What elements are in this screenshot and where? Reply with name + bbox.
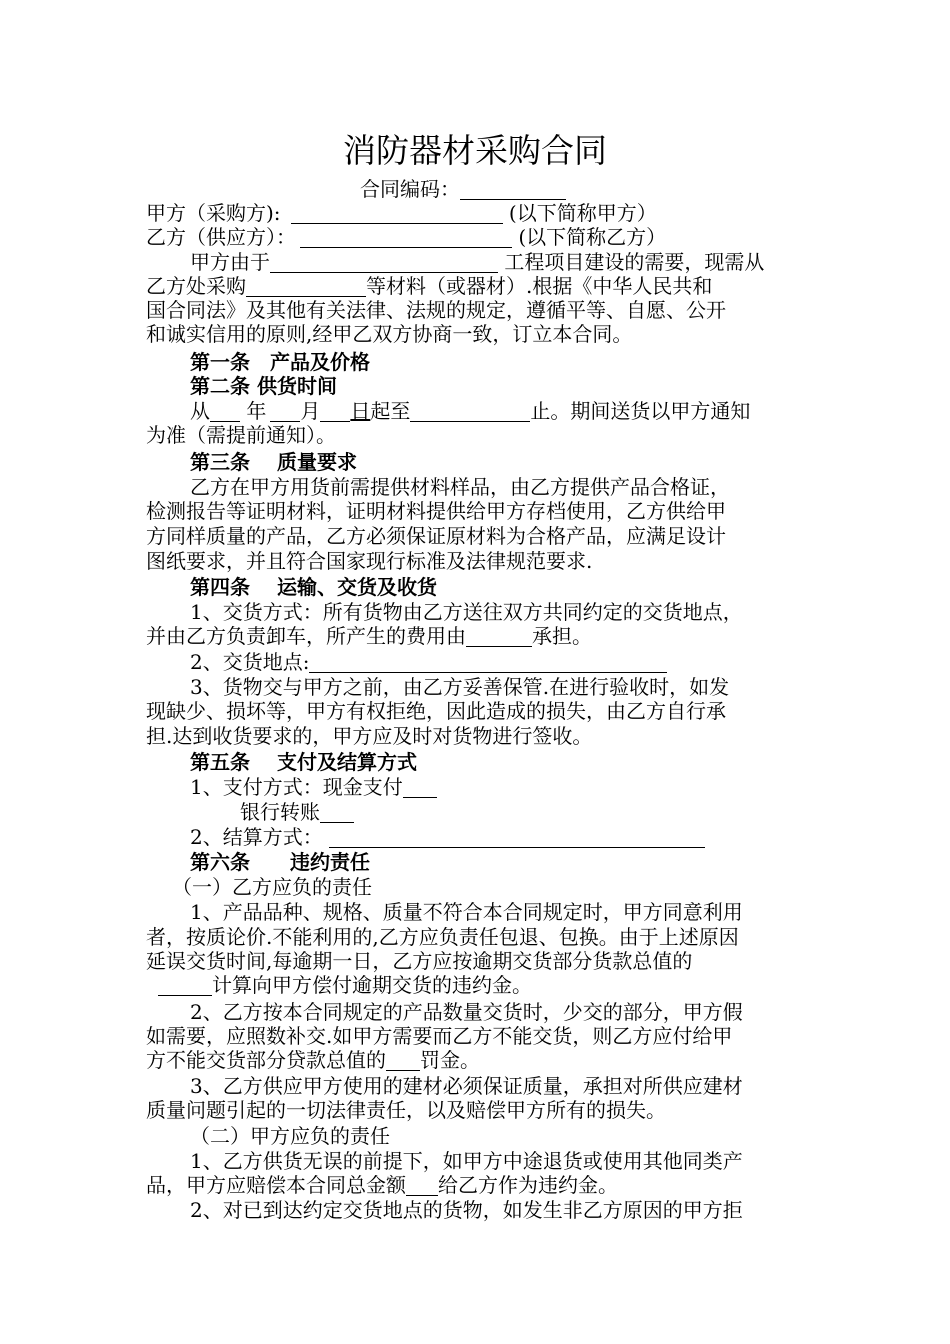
article-6-line bbox=[146, 1048, 480, 1072]
text: 日 bbox=[350, 399, 371, 423]
article-6-line: 延误交货时间,每逾期一日，乙方应按逾期交货部分货款总值的 bbox=[146, 949, 693, 973]
text: 罚金。 bbox=[420, 1048, 480, 1072]
material-blank[interactable] bbox=[246, 276, 366, 297]
intro-text: 等材料（或器材）.根据《中华人民共和 bbox=[366, 274, 713, 298]
party-a-blank[interactable] bbox=[291, 203, 503, 224]
document-title: 消防器材采购合同 bbox=[343, 131, 607, 170]
article-2-line-1 bbox=[190, 399, 750, 423]
cost-bearer-blank[interactable] bbox=[466, 626, 532, 647]
intro-text: 工程项目建设的需要，现需从 bbox=[504, 250, 765, 274]
article-6-line bbox=[146, 1173, 618, 1197]
text: 从 bbox=[190, 399, 210, 423]
article-5-heading: 第五条 支付及结算方式 bbox=[190, 750, 417, 774]
article-2-line-2: 为准（需提前通知）。 bbox=[146, 423, 336, 447]
article-3-line: 图纸要求，并且符合国家现行标准及法律规范要求. bbox=[146, 549, 593, 573]
text: 承担。 bbox=[532, 624, 592, 648]
party-a-line bbox=[146, 201, 657, 225]
article-6-line: 如需要，应照数补交.如甲方需要而乙方不能交货，则乙方应付给甲 bbox=[146, 1024, 733, 1048]
intro-line-4: 和诚实信用的原则,经甲乙双方协商一致，订立本合同。 bbox=[146, 322, 633, 346]
article-6-line: 2、乙方按本合同规定的产品数量交货时，少交的部分，甲方假 bbox=[190, 1000, 743, 1024]
start-year-blank[interactable] bbox=[210, 401, 240, 422]
end-date-blank[interactable] bbox=[410, 401, 530, 422]
article-4-line: 现缺少、损坏等，甲方有权拒绝，因此造成的损失，由乙方自行承 bbox=[146, 699, 726, 723]
text: 止。期间送货以甲方通知 bbox=[530, 399, 751, 423]
delivery-place-blank[interactable] bbox=[309, 652, 667, 673]
article-4-line: 3、货物交与甲方之前，由乙方妥善保管.在进行验收时，如发 bbox=[190, 675, 730, 699]
article-6-line: 1、产品品种、规格、质量不符合本合同规定时，甲方同意利用 bbox=[190, 900, 743, 924]
article-3-line: 检测报告等证明材料，证明材料提供给甲方存档使用，乙方供给甲 bbox=[146, 499, 726, 523]
intro-line-1 bbox=[190, 250, 764, 274]
article-3-line: 方同样质量的产品，乙方必须保证原材料为合格产品，应满足设计 bbox=[146, 524, 726, 548]
cash-payment-blank[interactable] bbox=[403, 777, 437, 798]
article-6-line bbox=[158, 973, 532, 997]
text: 银行转账 bbox=[240, 800, 320, 824]
start-month-blank[interactable] bbox=[270, 401, 300, 422]
party-a-suffix: (以下简称甲方） bbox=[502, 201, 657, 225]
text: 月 bbox=[300, 399, 321, 423]
article-4-line bbox=[190, 650, 667, 674]
party-b-label: 乙方（供应方）： bbox=[146, 225, 296, 249]
party-b-suffix: (以下简称乙方） bbox=[512, 225, 667, 249]
project-blank[interactable] bbox=[270, 252, 498, 273]
article-6-subheading: （一）乙方应负的责任 bbox=[172, 875, 372, 899]
intro-text: 甲方由于 bbox=[190, 250, 270, 274]
return-penalty-blank[interactable] bbox=[406, 1175, 438, 1196]
text: 2、结算方式： bbox=[190, 825, 323, 849]
article-4-heading: 第四条 运输、交货及收货 bbox=[190, 575, 437, 599]
article-1-heading: 第一条 产品及价格 bbox=[190, 350, 370, 374]
article-6-heading: 第六条 违约责任 bbox=[190, 850, 370, 874]
late-penalty-blank[interactable] bbox=[158, 975, 212, 996]
article-6-line: 1、乙方供货无误的前提下，如甲方中途退货或使用其他同类产 bbox=[190, 1149, 743, 1173]
article-4-line: 1、交货方式：所有货物由乙方送往双方共同约定的交货地点， bbox=[190, 600, 743, 624]
article-4-line: 担.达到收货要求的，甲方应及时对货物进行签收。 bbox=[146, 724, 593, 748]
party-a-label: 甲方（采购方): bbox=[146, 201, 281, 225]
shortage-penalty-blank[interactable] bbox=[386, 1050, 420, 1071]
text: 并由乙方负责卸车，所产生的费用由 bbox=[146, 624, 466, 648]
contract-code-blank[interactable] bbox=[460, 179, 566, 200]
start-day-blank[interactable] bbox=[320, 401, 350, 422]
bank-transfer-blank[interactable] bbox=[320, 802, 354, 823]
article-5-line bbox=[240, 800, 354, 824]
article-3-line: 乙方在甲方用货前需提供材料样品，由乙方提供产品合格证， bbox=[190, 475, 730, 499]
party-b-blank[interactable] bbox=[300, 227, 512, 248]
party-b-line bbox=[146, 225, 666, 249]
intro-line-2 bbox=[146, 274, 712, 298]
settlement-blank[interactable] bbox=[329, 827, 705, 848]
article-5-line bbox=[190, 825, 705, 849]
text: 起至 bbox=[370, 399, 411, 423]
article-6-line: 3、乙方供应甲方使用的建材必须保证质量，承担对所供应建材 bbox=[190, 1074, 743, 1098]
article-6-subheading: （二）甲方应负的责任 bbox=[190, 1124, 390, 1148]
text: 1、支付方式：现金支付 bbox=[190, 775, 403, 799]
article-6-line: 者，按质论价.不能利用的,乙方应负责任包退、包换。由于上述原因 bbox=[146, 925, 739, 949]
intro-text: 乙方处采购 bbox=[146, 274, 246, 298]
intro-line-3: 国合同法》及其他有关法律、法规的规定，遵循平等、自愿、公开 bbox=[146, 298, 726, 322]
text: 方不能交货部分贷款总值的 bbox=[146, 1048, 386, 1072]
text: 计算向甲方偿付逾期交货的违约金。 bbox=[212, 973, 532, 997]
article-5-line bbox=[190, 775, 437, 799]
text: 给乙方作为违约金。 bbox=[438, 1173, 618, 1197]
text: 年 bbox=[240, 399, 267, 423]
text: 品，甲方应赔偿本合同总金额 bbox=[146, 1173, 406, 1197]
text: 2、交货地点: bbox=[190, 650, 310, 674]
article-6-line: 质量问题引起的一切法律责任，以及赔偿甲方所有的损失。 bbox=[146, 1098, 666, 1122]
article-3-heading: 第三条 质量要求 bbox=[190, 450, 357, 474]
article-2-heading: 第二条 供货时间 bbox=[190, 374, 337, 398]
contract-code-label: 合同编码： bbox=[360, 177, 460, 201]
article-4-line bbox=[146, 624, 592, 648]
article-6-line: 2、对已到达约定交货地点的货物，如发生非乙方原因的甲方拒 bbox=[190, 1198, 743, 1222]
contract-code-line bbox=[360, 177, 566, 201]
